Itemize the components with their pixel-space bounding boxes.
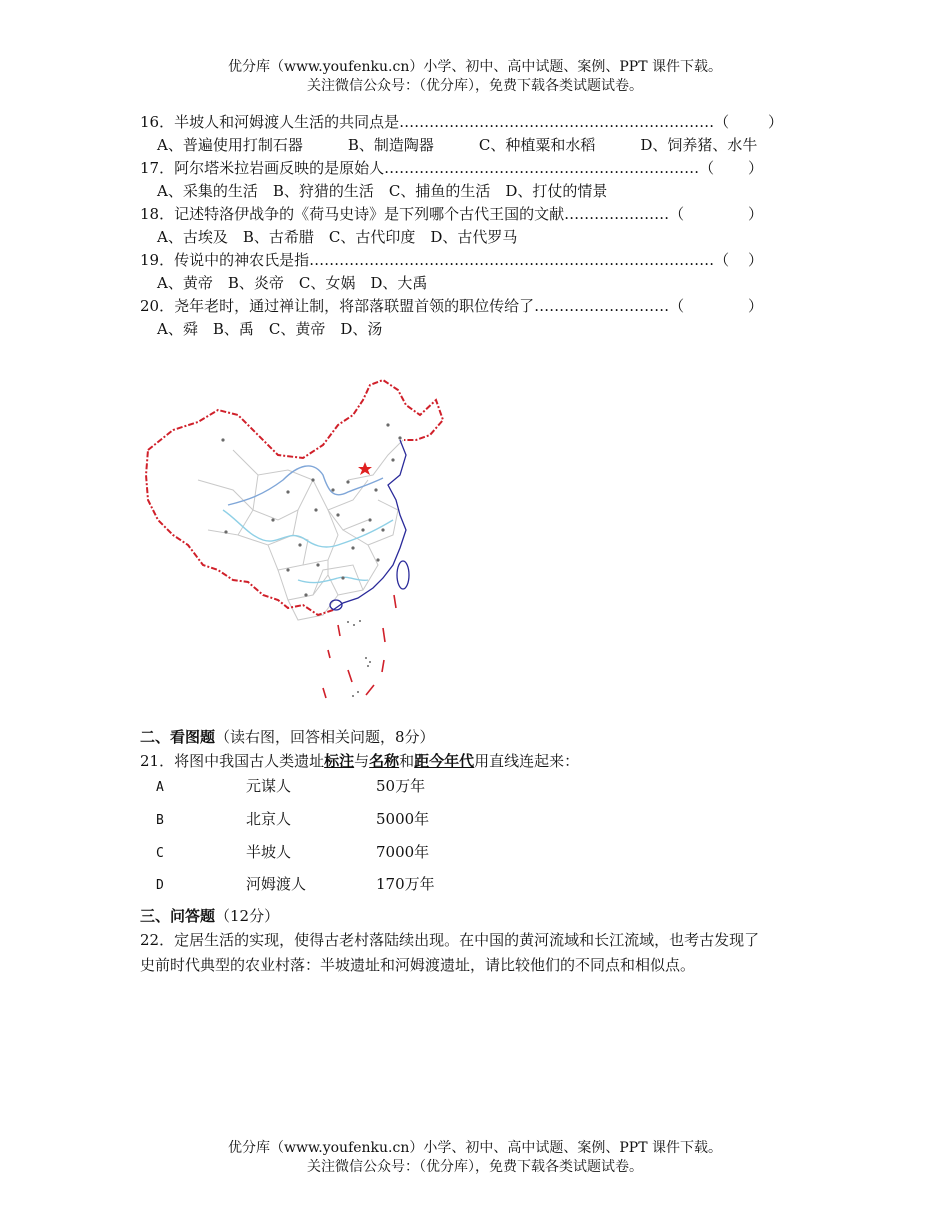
section-2-heading	[140, 726, 435, 748]
match-age-c: 7000年	[376, 843, 430, 861]
question-20-stem: 20．尧年老时，通过禅让制，将部落联盟首领的职位传给了………………………（	[140, 297, 685, 315]
question-18-stem: 18．记述特洛伊战争的《荷马史诗》是下列哪个古代王国的文献…………………（	[140, 205, 685, 223]
header-line-2: 关注微信公众号：（优分库），免费下载各类试题试卷。	[307, 78, 643, 94]
question-16-close: ）	[768, 113, 784, 131]
match-letter-d: D	[156, 878, 164, 893]
q21-underline-3: 距今年代	[414, 752, 475, 770]
question-19-stem: 19．传说中的神农氏是指………………………………………………………………………（	[140, 251, 730, 269]
match-letter-b: B	[156, 813, 164, 828]
section-2-title: 二、看图题	[140, 728, 216, 746]
question-22-line-2: 史前时代典型的农业村落：半坡遗址和河姆渡遗址，请比较他们的不同点和相似点。	[140, 956, 696, 974]
section-3-title: 三、问答题	[140, 907, 216, 925]
question-18-close: ）	[748, 205, 764, 223]
section-3-note: （12分）	[215, 907, 280, 925]
china-map-figure	[138, 360, 448, 720]
footer-line-2: 关注微信公众号：（优分库），免费下载各类试题试卷。	[307, 1159, 643, 1175]
question-16-options: A、普遍使用打制石器 B、制造陶器 C、种植粟和水稻 D、饲养猪、水牛	[157, 136, 758, 154]
q21-suffix: 用直线连起来：	[474, 752, 580, 770]
match-name-c: 半坡人	[246, 843, 292, 861]
header-line-1: 优分库（www.youfenku.cn）小学、初中、高中试题、案例、PPT 课件下载。	[227, 59, 722, 75]
question-21-stem	[140, 750, 579, 772]
match-age-a: 50万年	[376, 777, 426, 795]
footer-line-1: 优分库（www.youfenku.cn）小学、初中、高中试题、案例、PPT 课件下载。	[227, 1140, 722, 1156]
match-age-d: 170万年	[376, 875, 435, 893]
question-20-close: ）	[748, 297, 764, 315]
match-letter-c: C	[156, 846, 164, 861]
question-17-close: ）	[748, 159, 764, 177]
match-letter-a: A	[156, 780, 164, 795]
question-19-options: A、黄帝 B、炎帝 C、女娲 D、大禹	[157, 274, 428, 292]
q21-underline-2: 名称	[369, 752, 400, 770]
match-age-b: 5000年	[376, 810, 430, 828]
question-18-options: A、古埃及 B、古希腊 C、古代印度 D、古代罗马	[157, 228, 518, 246]
section-3-heading	[140, 905, 279, 927]
match-name-a: 元谋人	[246, 777, 292, 795]
question-16-stem: 16．半坡人和河姆渡人生活的共同点是………………………………………………………（	[140, 113, 730, 131]
question-19-close: ）	[748, 251, 764, 269]
match-name-d: 河姆渡人	[246, 875, 307, 893]
question-22-line-1: 22．定居生活的实现，使得古老村落陆续出现。在中国的黄河流域和长江流域，也考古发现了	[140, 931, 760, 949]
question-17-stem: 17．阿尔塔米拉岩画反映的是原始人………………………………………………………（	[140, 159, 715, 177]
question-20-options: A、舜 B、禹 C、黄帝 D、汤	[157, 320, 383, 338]
q21-prefix: 21．将图中我国古人类遗址	[140, 752, 325, 770]
section-2-note: （读右图，回答相关问题，8分）	[215, 728, 435, 746]
q21-mid-2: 和	[399, 752, 415, 770]
q21-mid-1: 与	[354, 752, 370, 770]
match-name-b: 北京人	[246, 810, 292, 828]
question-17-options: A、采集的生活 B、狩猎的生活 C、捕鱼的生活 D、打仗的情景	[157, 182, 608, 200]
q21-underline-1: 标注	[324, 752, 355, 770]
